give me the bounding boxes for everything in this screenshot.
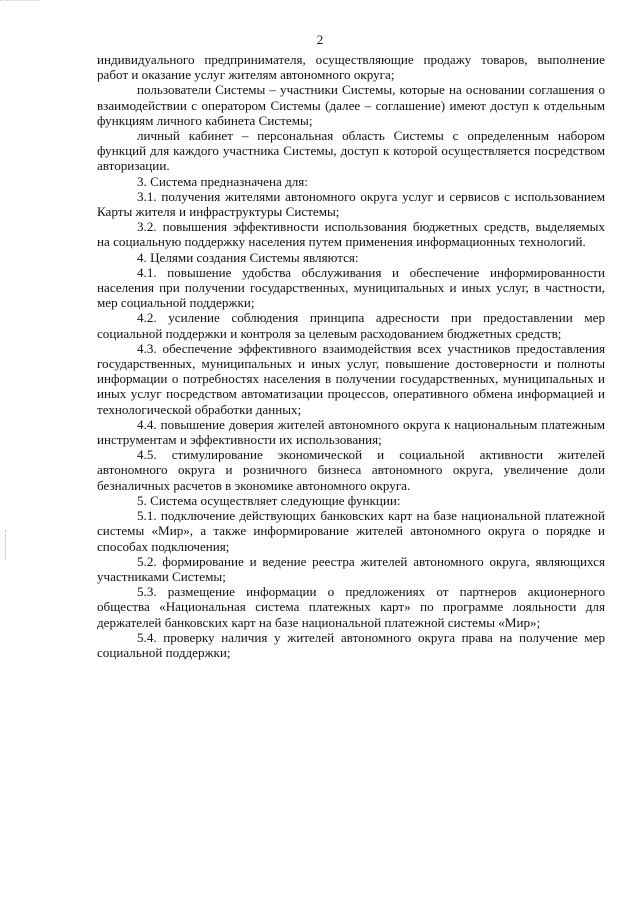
page-number: 2 bbox=[316, 32, 324, 47]
paragraph: личный кабинет – персональная область Системы с определенным набором функций для каждого участника Системы, доступ к которой осуществляется посредством авторизации. bbox=[97, 128, 605, 174]
paragraph: 5.4. проверку наличия у жителей автономного округа права на получение мер социальной поддержки; bbox=[97, 629, 605, 660]
scan-artifact bbox=[5, 530, 8, 560]
document-body bbox=[97, 52, 605, 660]
paragraph: 3.2. повышения эффективности использования бюджетных средств, выделяемых на социальную поддержку населения путем применения информационных технологий. bbox=[97, 219, 605, 250]
paragraph: 3.1. получения жителями автономного округа услуг и сервисов с использованием Карты жителя и инфраструктуры Системы; bbox=[97, 188, 605, 220]
paragraph: 4.3. обеспечение эффективного взаимодействия всех участников предоставления государственных, муниципальных и иных услуг, повышение достоверности и полноты информации о потребностях населения в получении государственных, муниципальных и иных услуг посредством автоматизации процессов, оперативного обмена информацией и технологической обработки данных; bbox=[97, 340, 605, 417]
paragraph: 5.2. формирование и ведение реестра жителей автономного округа, являющихся участниками Системы; bbox=[97, 553, 605, 584]
paragraph: пользователи Системы – участники Системы, которые на основании соглашения о взаимодействии с оператором Системы (далее – соглашение) имеют доступ к отдельным функциям личного кабинета Системы; bbox=[97, 82, 605, 128]
paragraph: 5.3. размещение информации о предложениях от партнеров акционерного общества «Национальная система платежных карт» по программе лояльности для держателей банковских карт на базе национальной платежной системы «Мир»; bbox=[97, 584, 605, 630]
paragraph: 4. Целями создания Системы являются: bbox=[137, 249, 359, 265]
paragraph: 5.1. подключение действующих банковских карт на базе национальной платежной системы «Мир», а также информирование жителей автономного округа о порядке и способах подключения; bbox=[97, 508, 605, 554]
paragraph: 5. Система осуществляет следующие функции: bbox=[137, 492, 401, 508]
paragraph: 4.1. повышение удобства обслуживания и обеспечение информированности населения при получении государственных, муниципальных и иных услуг, в частности, мер социальной поддержки; bbox=[97, 264, 605, 311]
paragraph: 4.2. усиление соблюдения принципа адресности при предоставлении мер социальной поддержки и контроля за целевым расходованием бюджетных средств; bbox=[97, 310, 605, 341]
paragraph: 4.5. стимулирование экономической и социальной активности жителей автономного округа и розничного бизнеса автономного округа, увеличение доли безналичных расчетов в экономике автономного округа. bbox=[97, 447, 605, 493]
scan-artifact bbox=[0, 0, 40, 4]
paragraph: 4.4. повышение доверия жителей автономного округа к национальным платежным инструментам и эффективности их использования; bbox=[97, 416, 605, 448]
paragraph: 3. Система предназначена для: bbox=[137, 173, 308, 189]
paragraph: индивидуального предпринимателя, осуществляющие продажу товаров, выполнение работ и оказание услуг жителям автономного округа; bbox=[97, 52, 605, 83]
